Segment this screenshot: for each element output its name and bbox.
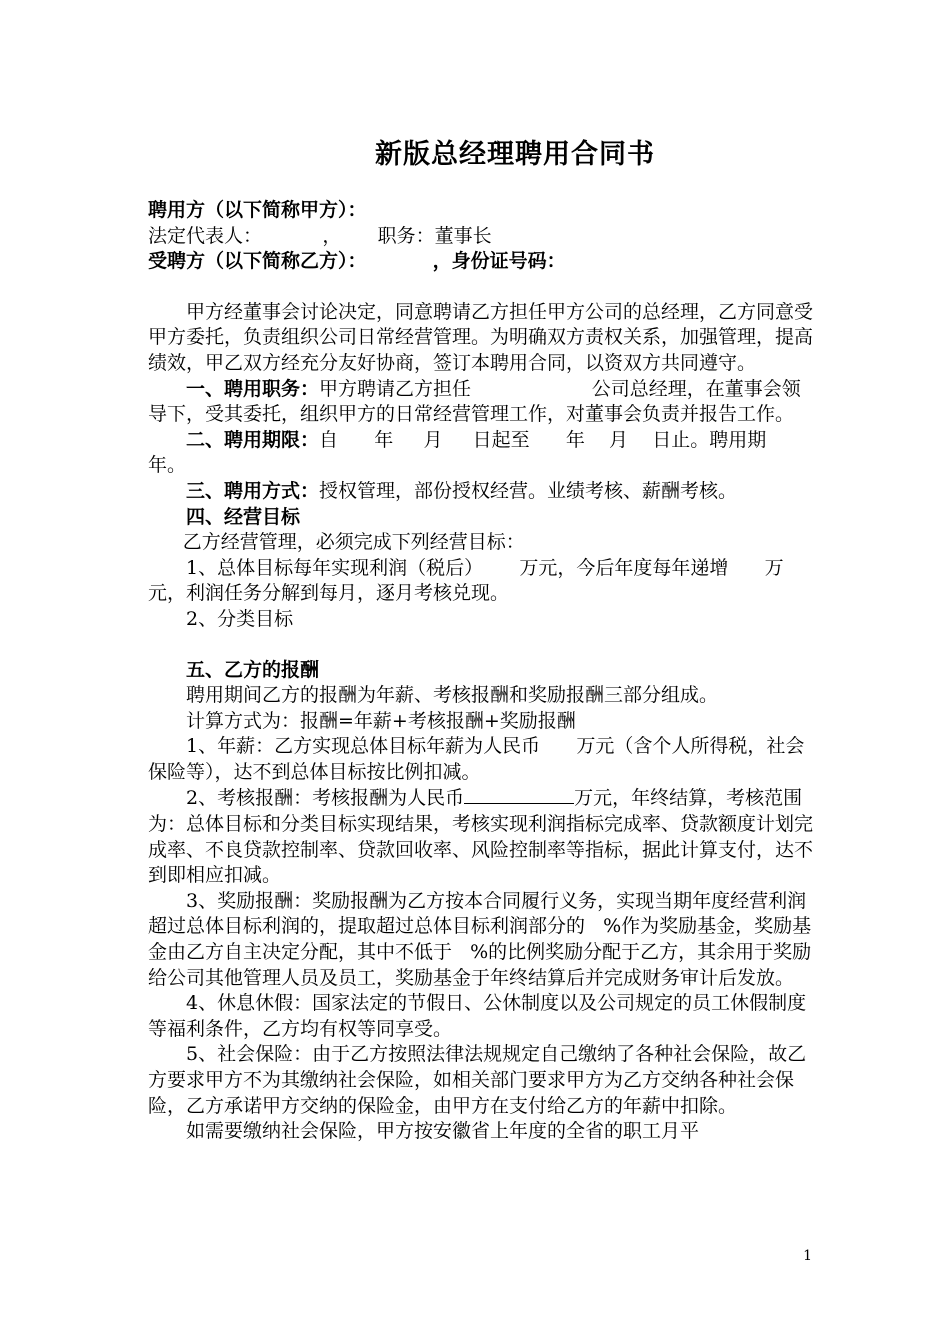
assessment-pay-text: 万元，年终结算，考核范围为：总体目标和分类目标实现结果，考核实现利润指标完成率、贷款额度计划完成率、不良贷款控制率、贷款回收率、风险控制率等指标，据此计算支付，达不到即相应扣减。 <box>148 787 814 887</box>
section-5-line-1: 聘用期间乙方的报酬为年薪、考核报酬和奖励报酬三部分组成。 <box>186 684 719 707</box>
section-5-line-7: 5、社会保险：由于乙方按照法律法规规定自己缴纳了各种社会保险，故乙方要求甲方不为其缴纳社会保险，如相关部门要求甲方为乙方交纳各种社会保险，乙方承诺甲方交纳的保险金，由甲方在支付给乙方的年薪中扣除。 <box>148 1043 807 1117</box>
document-title: 新版总经理聘用合同书 <box>375 139 655 170</box>
section-4-line-3: 2、分类目标 <box>186 607 294 630</box>
spacer <box>148 633 813 658</box>
section-1 <box>148 377 813 428</box>
section-5-line-8: 如需要缴纳社会保险，甲方按安徽省上年度的全省的职工月平 <box>186 1120 700 1143</box>
page-number: 1 <box>803 1248 812 1264</box>
section-2-heading: 二、聘用期限： <box>186 428 320 451</box>
document-body <box>148 198 813 1145</box>
section-4-line-1: 乙方经营管理，必须完成下列经营目标： <box>182 531 525 554</box>
spacer <box>148 275 813 300</box>
employer-line: 聘用方（以下简称甲方）： <box>148 199 367 221</box>
section-3-text: 授权管理，部份授权经营。业绩考核、薪酬考核。 <box>319 479 738 502</box>
section-1-heading: 一、聘用职务： <box>186 377 320 400</box>
section-5-line-2: 计算方式为：报酬=年薪+考核报酬+奖励报酬 <box>186 709 576 732</box>
section-2 <box>148 428 813 479</box>
section-4-heading: 四、经营目标 <box>186 505 301 528</box>
section-5-line-3: 1、年薪：乙方实现总体目标年薪为人民币 万元（含个人所得税，社会保险等），达不到总体目标按比例扣减。 <box>148 735 805 783</box>
intro-paragraph: 甲方经董事会讨论决定，同意聘请乙方担任甲方公司的总经理，乙方同意受甲方委托，负责组织公司日常经营管理。为明确双方责权关系，加强管理，提高绩效，甲乙双方经充分友好协商，签订本聘用合同，以资双方共同遵守。 <box>148 300 814 374</box>
assessment-pay-label: 2、考核报酬：考核报酬为人民币 <box>186 787 465 810</box>
section-5-line-5: 3、奖励报酬：奖励报酬为乙方按本合同履行义务，实现当期年度经营利润超过总体目标利润的，提取超过总体目标利润部分的 %作为奖励基金，奖励基金由乙方自主决定分配，其中不低于 %的比例奖励分配于乙方，其余用于奖励给公司其他管理人员及员工，奖励基金于年终结算后并完成财务审计后发放。 <box>148 889 812 989</box>
section-5-line-6: 4、休息休假：国家法定的节假日、公休制度以及公司规定的员工休假制度等福利条件，乙方均有权等同享受。 <box>148 992 807 1040</box>
section-5-line-4 <box>148 785 813 888</box>
section-1-text: 甲方聘请乙方担任 公司总经理，在董事会领导下，受其委托，组织甲方的日常经营管理工作，对董事会负责并报告工作。 <box>148 377 801 426</box>
amount-blank <box>464 785 574 804</box>
section-2-text: 自 年 月 日起至 年 月 日止。聘用期 年。 <box>148 428 797 477</box>
legal-rep-line: 法定代表人： ， 职务：董事长 <box>148 224 492 247</box>
section-3-heading: 三、聘用方式： <box>186 479 320 502</box>
section-5-heading: 五、乙方的报酬 <box>186 658 320 681</box>
employee-line: 受聘方（以下简称乙方）： ，身份证号码： <box>148 250 566 273</box>
section-3 <box>148 479 813 505</box>
section-4-line-2: 1、总体目标每年实现利润（税后） 万元，今后年度每年递增 万元，利润任务分解到每月，逐月考核兑现。 <box>148 556 784 605</box>
